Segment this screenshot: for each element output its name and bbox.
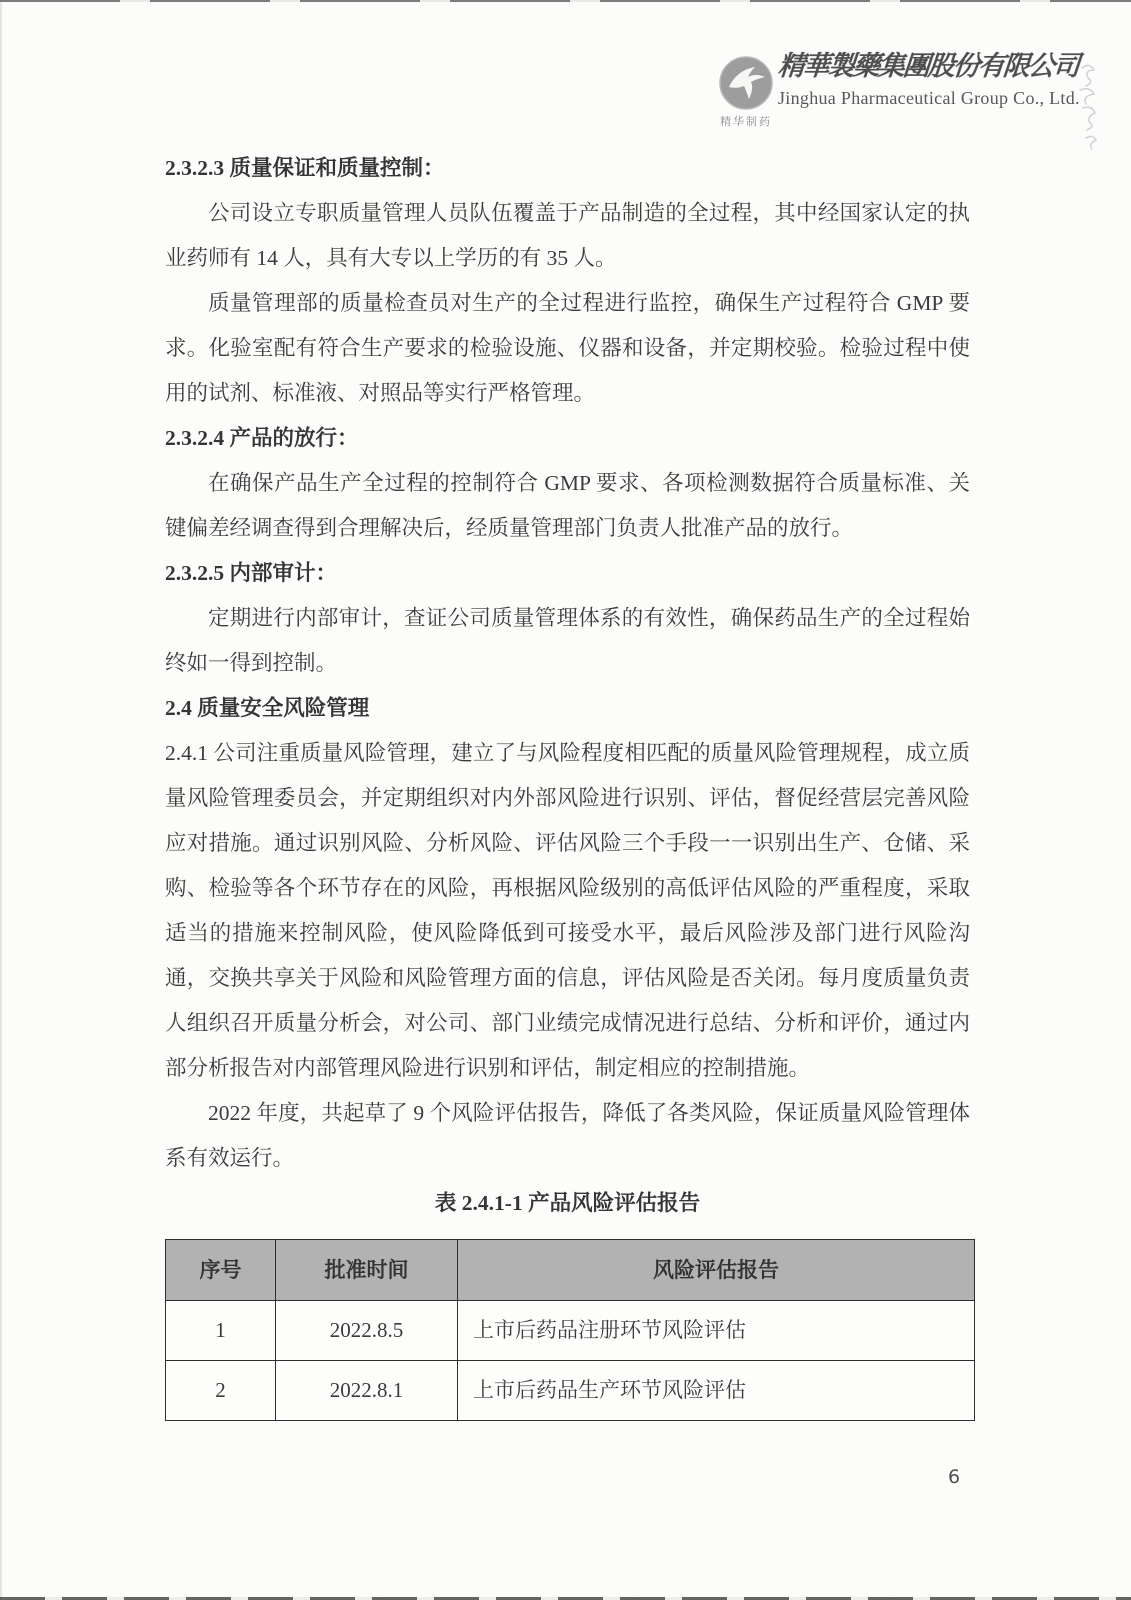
risk-report-table: [165, 1239, 975, 1421]
table-header-row: [166, 1240, 975, 1301]
company-name-chinese: 精華製藥集團股份有限公司: [776, 51, 1080, 81]
para-quality-inspection: 质量管理部的质量检查员对生产的全过程进行监控，确保生产过程符合 GMP 要求。化验室配有符合生产要求的检验设施、仪器和设备，并定期校验。检验过程中使用的试剂、标准液、对照品等实行严格管理。: [165, 291, 970, 405]
page-number: 6: [948, 1466, 961, 1488]
company-name-english: Jinghua Pharmaceutical Group Co., Ltd.: [778, 88, 1080, 109]
heading-2-3-2-3: 2.3.2.3 质量保证和质量控制：: [165, 156, 445, 180]
cell-no: 2: [166, 1361, 276, 1421]
heading-2-3-2-4: 2.3.2.4 产品的放行：: [165, 426, 359, 450]
dove-icon: [719, 56, 773, 110]
cell-date: 2022.8.1: [276, 1361, 458, 1421]
table-title: 表 2.4.1-1 产品风险评估报告: [434, 1191, 701, 1215]
cell-report: 上市后药品生产环节风险评估: [458, 1361, 975, 1421]
letterhead: [776, 48, 1080, 109]
table-row: [166, 1361, 975, 1421]
cell-no: 1: [166, 1301, 276, 1361]
para-quality-staff: 公司设立专职质量管理人员队伍覆盖于产品制造的全过程，其中经国家认定的执业药师有 14 人，具有大专以上学历的有 35 人。: [165, 201, 970, 270]
table-header-report: 风险评估报告: [458, 1240, 975, 1301]
para-product-release: 在确保产品生产全过程的控制符合 GMP 要求、各项检测数据符合质量标准、关键偏差经调查得到合理解决后，经质量管理部门负责人批准产品的放行。: [165, 471, 970, 540]
heading-2-3-2-5: 2.3.2.5 内部审计：: [165, 561, 338, 585]
table-header-date: 批准时间: [276, 1240, 458, 1301]
document-body: [165, 146, 970, 1421]
cell-report: 上市后药品注册环节风险评估: [458, 1301, 975, 1361]
scan-edge-top: [0, 0, 1131, 2]
table-header-no: 序号: [166, 1240, 276, 1301]
scan-edge-left: [0, 0, 2, 1600]
para-2022-summary: 2022 年度，共起草了 9 个风险评估报告，降低了各类风险，保证质量风险管理体系有效运行。: [165, 1101, 970, 1170]
para-internal-audit: 定期进行内部审计，查证公司质量管理体系的有效性，确保药品生产的全过程始终如一得到控制。: [165, 606, 970, 675]
company-logo: [712, 56, 780, 129]
heading-2-4: 2.4 质量安全风险管理: [165, 696, 370, 720]
logo-caption: 精华制药: [720, 116, 772, 128]
handwritten-stamp: [1068, 60, 1106, 160]
cell-date: 2022.8.5: [276, 1301, 458, 1361]
table-row: [166, 1301, 975, 1361]
para-risk-management: 2.4.1 公司注重质量风险管理，建立了与风险程度相匹配的质量风险管理规程，成立质量风险管理委员会，并定期组织对内外部风险进行识别、评估，督促经营层完善风险应对措施。通过识别风险、分析风险、评估风险三个手段一一识别出生产、仓储、采购、检验等各个环节存在的风险，再根据风险级别的高低评估风险的严重程度，采取适当的措施来控制风险，使风险降低到可接受水平，最后风险涉及部门进行风险沟通，交换共享关于风险和风险管理方面的信息，评估风险是否关闭。每月度质量负责人组织召开质量分析会，对公司、部门业绩完成情况进行总结、分析和评价，通过内部分析报告对内部管理风险进行识别和评估，制定相应的控制措施。: [165, 741, 970, 1080]
